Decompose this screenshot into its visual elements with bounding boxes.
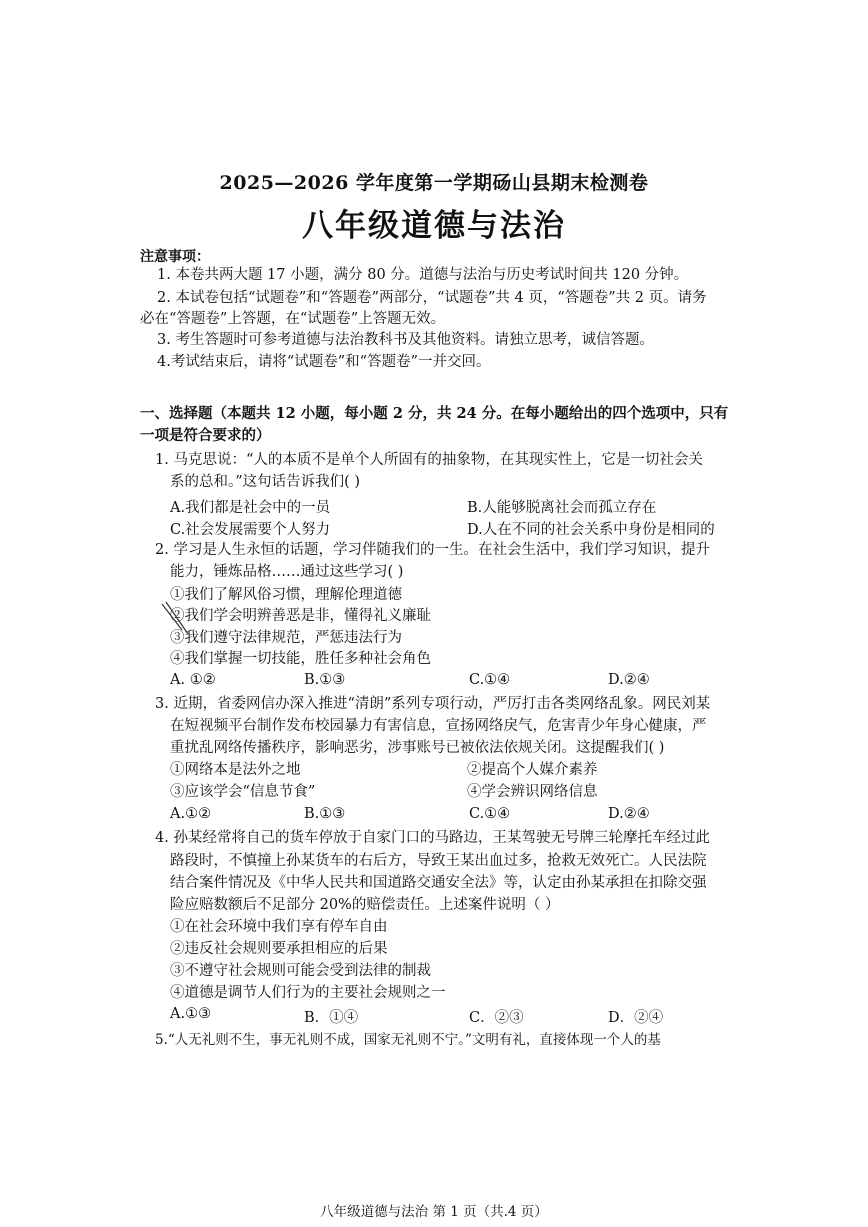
question-text: 3. 近期，省委网信办深入推进“清朗”系列专项行动，严厉打击各类网络乱象。网民刘某: [155, 696, 711, 712]
option-c: C.①④: [469, 672, 511, 688]
option-d: D.人在不同的社会关系中身份是相同的: [467, 522, 715, 538]
page-footer: 八年级道德与法治 第 1 页（共.4 页）: [320, 1204, 548, 1220]
notes-item: 1. 本卷共两大题 17 小题，满分 80 分。道德与法治与历史考试时间共 120 分钟。: [157, 267, 689, 283]
notes-item: 必在“答题卷”上答题，在“试题卷”上答题无效。: [140, 311, 446, 327]
question-text: 系的总和。”这句话告诉我们( ): [170, 474, 361, 490]
question-text: 险应赔数额后不足部分 20%的赔偿责任。上述案件说明（ ）: [170, 897, 560, 913]
statement-item: ①我们了解风俗习惯，理解伦理道德: [170, 587, 402, 603]
option-d: D．②④: [608, 1010, 664, 1026]
option-a: A. ①②: [170, 672, 216, 688]
question-text: 2. 学习是人生永恒的话题，学习伴随我们的一生。在社会生活中，我们学习知识，提升: [155, 542, 710, 558]
option-c: C.①④: [469, 806, 511, 822]
notes-item: 4.考试结束后，请将“试题卷”和“答题卷”一并交回。: [157, 354, 491, 370]
statement-item: ④道德是调节人们行为的主要社会规则之一: [170, 985, 446, 1001]
question-text: 1. 马克思说：“人的本质不是单个人所固有的抽象物，在其现实性上，它是一切社会关: [155, 452, 703, 468]
option-c: C．②③: [469, 1010, 524, 1026]
statement-item: ④我们掌握一切技能，胜任多种社会角色: [170, 651, 431, 667]
option-a: A.①③: [170, 1006, 212, 1022]
question-text: 在短视频平台制作发布校园暴力有害信息，宣扬网络戾气，危害青少年身心健康，严: [170, 718, 707, 734]
statement-item: ③我们遵守法律规范，严惩违法行为: [170, 630, 402, 646]
notes-item: 3. 考生答题时可参考道德与法治教科书及其他资料。请独立思考，诚信答题。: [157, 332, 654, 348]
section-heading: 一项是符合要求的）: [140, 427, 271, 444]
question-text: 路段时，不慎撞上孙某货车的右后方，导致王某出血过多，抢救无效死亡。人民法院: [170, 853, 707, 869]
question-text: 5.“人无礼则不生，事无礼则不成，国家无礼则不宁。”文明有礼，直接体现一个人的基: [155, 1032, 661, 1048]
statement-item: ①网络本是法外之地: [170, 762, 301, 778]
option-d: D.②④: [608, 672, 650, 688]
question-text: 4. 孙某经常将自己的货车停放于自家门口的马路边，王某驾驶无号牌三轮摩托车经过此: [155, 830, 710, 846]
option-b: B.①③: [304, 672, 346, 688]
statement-item: ①在社会环境中我们享有停车自由: [170, 919, 388, 935]
option-c: C.社会发展需要个人努力: [170, 522, 331, 538]
section-heading: 一、选择题（本题共 12 小题，每小题 2 分，共 24 分。在每小题给出的四个选项中，只有: [140, 405, 729, 422]
statement-item: ③应该学会“信息节食”: [170, 784, 316, 800]
notes-item: 2. 本试卷包括“试题卷”和“答题卷”两部分，“试题卷”共 4 页，“答题卷”共 2 页。请务: [157, 290, 707, 306]
statement-item: ④学会辨识网络信息: [467, 784, 598, 800]
question-text: 结合案件情况及《中华人民共和国道路交通安全法》等，认定由孙某承担在扣除交强: [170, 875, 707, 891]
option-d: D.②④: [608, 806, 650, 822]
subject-title: 八年级道德与法治: [302, 208, 566, 244]
question-text: 能力，锤炼品格……通过这些学习( ): [170, 564, 404, 580]
option-a: A.我们都是社会中的一员: [170, 500, 331, 516]
option-a: A.①②: [170, 806, 212, 822]
option-b: B.①③: [304, 806, 346, 822]
pen-stroke-mark: [160, 600, 196, 640]
statement-item: ③不遵守社会规则可能会受到法律的制裁: [170, 963, 431, 979]
question-text: 重扰乱网络传播秩序，影响恶劣，涉事账号已被依法依规关闭。这提醒我们( ): [170, 740, 665, 756]
option-b: B.人能够脱离社会而孤立存在: [467, 500, 657, 516]
statement-item: ②我们学会明辨善恶是非，懂得礼义廉耻: [170, 608, 431, 624]
statement-item: ②违反社会规则要承担相应的后果: [170, 941, 388, 957]
option-b: B．①④: [304, 1010, 359, 1026]
notes-heading: 注意事项：: [140, 249, 210, 265]
exam-title: 2025—2026 学年度第一学期砀山县期末检测卷: [219, 172, 649, 194]
statement-item: ②提高个人媒介素养: [467, 762, 598, 778]
